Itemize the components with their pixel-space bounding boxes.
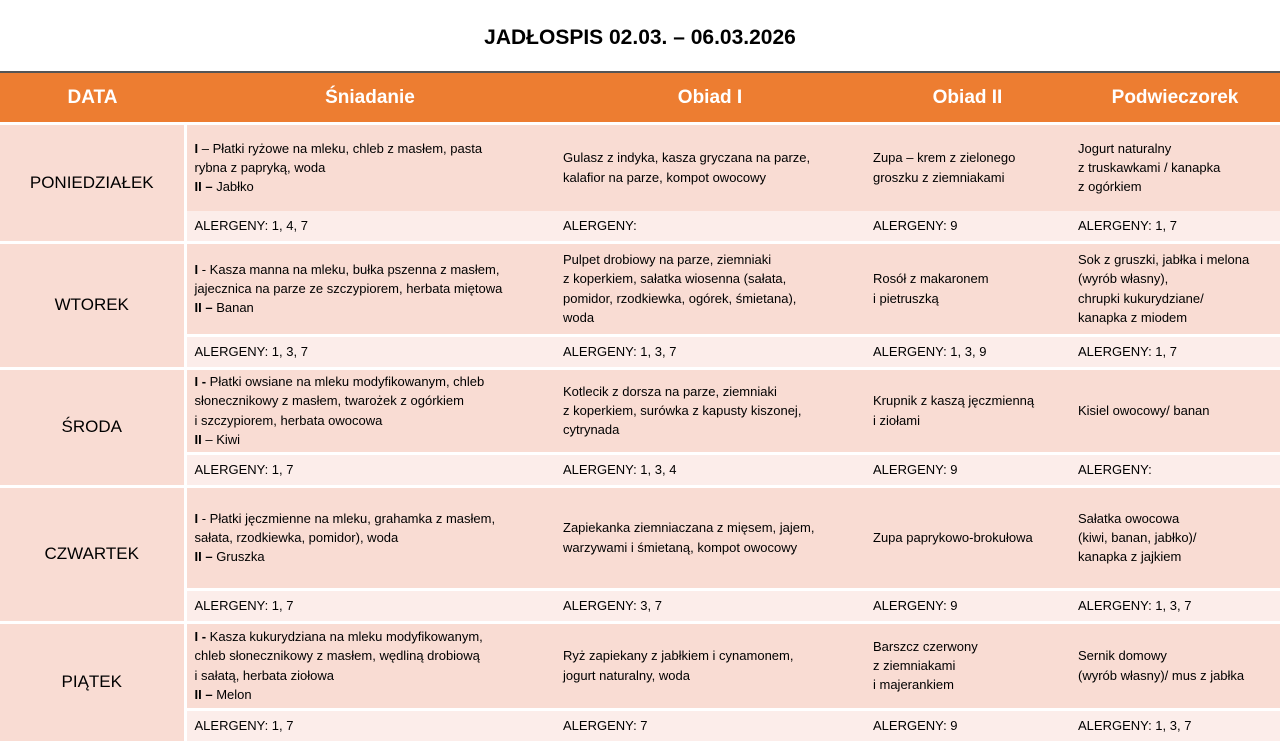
meal-row bbox=[0, 124, 1280, 211]
lunch-1-line: jogurt naturalny, woda bbox=[563, 667, 690, 683]
allergens-lunch2: ALERGENY: 9 bbox=[865, 709, 1070, 741]
allergens-snack: ALERGENY: 1, 7 bbox=[1070, 211, 1280, 243]
course-number: II – bbox=[194, 549, 213, 565]
snack-line: (wyrób własny)/ mus z jabłka bbox=[1078, 667, 1245, 683]
breakfast-line bbox=[195, 547, 548, 566]
snack-cell bbox=[1070, 486, 1280, 589]
allergen-row bbox=[0, 453, 1280, 486]
snack-line: Sernik domowy bbox=[1078, 648, 1167, 664]
snack-line: Jogurt naturalny bbox=[1078, 140, 1172, 156]
lunch-1-line: cytrynada bbox=[563, 422, 620, 438]
lunch-2-cell bbox=[865, 368, 1070, 453]
snack-line: (kiwi, banan, jabłko)/ bbox=[1078, 529, 1197, 545]
snack-line: kanapka z miodem bbox=[1078, 309, 1188, 325]
page-title: JADŁOSPIS 02.03. – 06.03.2026 bbox=[484, 26, 796, 49]
breakfast-line bbox=[195, 666, 548, 685]
meal-row bbox=[0, 622, 1280, 709]
lunch-2-line: z ziemniakami bbox=[873, 657, 956, 673]
course-number: I bbox=[194, 261, 199, 277]
allergens-lunch2: ALERGENY: 9 bbox=[865, 211, 1070, 243]
breakfast-cell bbox=[185, 622, 555, 709]
snack-line: z ogórkiem bbox=[1078, 179, 1142, 195]
course-number: I bbox=[194, 510, 199, 526]
breakfast-text: – Kiwi bbox=[201, 431, 241, 447]
breakfast-text: - Kasza manna na mleku, bułka pszenna z masłem, bbox=[198, 261, 500, 277]
allergens-snack: ALERGENY: 1, 3, 7 bbox=[1070, 589, 1280, 622]
breakfast-text: Melon bbox=[212, 686, 252, 702]
allergen-row bbox=[0, 211, 1280, 243]
course-number: II bbox=[194, 431, 202, 447]
lunch-2-line: Barszcz czerwony bbox=[873, 638, 978, 654]
lunch-1-line: Ryż zapiekany z jabłkiem i cynamonem, bbox=[563, 648, 794, 664]
header-data: DATA bbox=[0, 72, 185, 124]
lunch-1-line: z koperkiem, sałatka wiosenna (sałata, bbox=[563, 271, 787, 287]
snack-cell bbox=[1070, 622, 1280, 709]
day-name: PIĄTEK bbox=[0, 622, 185, 741]
allergens-breakfast: ALERGENY: 1, 3, 7 bbox=[185, 335, 555, 368]
breakfast-line bbox=[195, 509, 548, 528]
header-row bbox=[0, 72, 1280, 124]
breakfast-cell bbox=[185, 368, 555, 453]
allergens-lunch1: ALERGENY: 7 bbox=[555, 709, 865, 741]
header-lunch-1: Obiad I bbox=[555, 72, 865, 124]
allergens-lunch1: ALERGENY: 1, 3, 4 bbox=[555, 453, 865, 486]
allergens-snack: ALERGENY: bbox=[1070, 453, 1280, 486]
breakfast-text: i szczypiorem, herbata owocowa bbox=[194, 412, 383, 428]
allergens-snack: ALERGENY: 1, 7 bbox=[1070, 335, 1280, 368]
allergen-row bbox=[0, 589, 1280, 622]
breakfast-line bbox=[195, 177, 548, 196]
allergens-lunch2: ALERGENY: 9 bbox=[865, 453, 1070, 486]
lunch-2-line: i ziołami bbox=[873, 412, 920, 428]
lunch-2-cell bbox=[865, 622, 1070, 709]
breakfast-text: Gruszka bbox=[212, 549, 265, 565]
day-name: WTOREK bbox=[0, 242, 185, 368]
lunch-1-cell bbox=[555, 242, 865, 335]
breakfast-line bbox=[195, 298, 548, 317]
lunch-1-line: kalafior na parze, kompot owocowy bbox=[563, 169, 767, 185]
lunch-2-line: Krupnik z kaszą jęczmienną bbox=[873, 393, 1035, 409]
breakfast-cell bbox=[185, 486, 555, 589]
snack-cell bbox=[1070, 124, 1280, 211]
course-number: I - bbox=[194, 628, 207, 644]
breakfast-cell bbox=[185, 124, 555, 211]
allergens-lunch2: ALERGENY: 1, 3, 9 bbox=[865, 335, 1070, 368]
allergens-lunch1: ALERGENY: bbox=[555, 211, 865, 243]
breakfast-line bbox=[195, 139, 548, 158]
lunch-1-line: Kotlecik z dorsza na parze, ziemniaki bbox=[563, 383, 777, 399]
breakfast-text: i sałatą, herbata ziołowa bbox=[194, 667, 334, 683]
snack-line: chrupki kukurydziane/ bbox=[1078, 290, 1204, 306]
snack-line: z truskawkami / kanapka bbox=[1078, 160, 1221, 176]
day-name: ŚRODA bbox=[0, 368, 185, 486]
lunch-2-line: Zupa paprykowo-brokułowa bbox=[873, 529, 1033, 545]
lunch-2-line: Zupa – krem z zielonego bbox=[873, 150, 1016, 166]
lunch-2-cell bbox=[865, 242, 1070, 335]
breakfast-text: – Płatki ryżowe na mleku, chleb z masłem, pasta bbox=[198, 140, 483, 156]
lunch-2-line: i majerankiem bbox=[873, 677, 954, 693]
snack-cell bbox=[1070, 368, 1280, 453]
day-name: CZWARTEK bbox=[0, 486, 185, 622]
snack-line: kanapka z jajkiem bbox=[1078, 549, 1182, 565]
lunch-2-line: Rosół z makaronem bbox=[873, 271, 989, 287]
lunch-1-line: Pulpet drobiowy na parze, ziemniaki bbox=[563, 251, 772, 267]
allergen-row bbox=[0, 335, 1280, 368]
breakfast-cell bbox=[185, 242, 555, 335]
breakfast-line bbox=[195, 411, 548, 430]
breakfast-text: chleb słonecznikowy z masłem, wędliną drobiową bbox=[194, 648, 480, 664]
menu-body bbox=[0, 124, 1280, 741]
allergens-breakfast: ALERGENY: 1, 7 bbox=[185, 709, 555, 741]
allergens-breakfast: ALERGENY: 1, 7 bbox=[185, 453, 555, 486]
meal-row bbox=[0, 242, 1280, 335]
lunch-2-line: i pietruszką bbox=[873, 290, 939, 306]
breakfast-text: Jabłko bbox=[212, 179, 254, 195]
course-number: II – bbox=[194, 179, 213, 195]
breakfast-line bbox=[195, 685, 548, 704]
snack-line: (wyrób własny), bbox=[1078, 271, 1169, 287]
meal-row bbox=[0, 368, 1280, 453]
breakfast-line bbox=[195, 627, 548, 646]
lunch-1-line: pomidor, rzodkiewka, ogórek, śmietana), bbox=[563, 290, 797, 306]
header-snack: Podwieczorek bbox=[1070, 72, 1280, 124]
breakfast-text: słonecznikowy z masłem, twarożek z ogórkiem bbox=[194, 393, 464, 409]
lunch-1-line: woda bbox=[563, 309, 595, 325]
breakfast-line bbox=[195, 158, 548, 177]
lunch-1-line: Gulasz z indyka, kasza gryczana na parze, bbox=[563, 150, 811, 166]
lunch-2-cell bbox=[865, 124, 1070, 211]
lunch-2-line: groszku z ziemniakami bbox=[873, 169, 1005, 185]
day-name: PONIEDZIAŁEK bbox=[0, 124, 185, 243]
allergen-row bbox=[0, 709, 1280, 741]
course-number: I - bbox=[194, 373, 207, 389]
lunch-1-line: warzywami i śmietaną, kompot owocowy bbox=[563, 539, 798, 555]
breakfast-text: Banan bbox=[212, 300, 254, 316]
breakfast-line bbox=[195, 646, 548, 665]
snack-cell bbox=[1070, 242, 1280, 335]
snack-line: Sok z gruszki, jabłka i melona bbox=[1078, 251, 1250, 267]
allergens-lunch2: ALERGENY: 9 bbox=[865, 589, 1070, 622]
lunch-1-cell bbox=[555, 622, 865, 709]
breakfast-text: rybna z papryką, woda bbox=[194, 160, 326, 176]
breakfast-line bbox=[195, 430, 548, 449]
lunch-1-line: Zapiekanka ziemniaczana z mięsem, jajem, bbox=[563, 520, 815, 536]
course-number: II – bbox=[194, 686, 213, 702]
allergens-lunch1: ALERGENY: 3, 7 bbox=[555, 589, 865, 622]
breakfast-line bbox=[195, 528, 548, 547]
breakfast-text: Płatki owsiane na mleku modyfikowanym, chleb bbox=[206, 373, 485, 389]
allergens-snack: ALERGENY: 1, 3, 7 bbox=[1070, 709, 1280, 741]
breakfast-line bbox=[195, 372, 548, 391]
breakfast-text: - Płatki jęczmienne na mleku, grahamka z masłem, bbox=[198, 510, 496, 526]
snack-line: Sałatka owocowa bbox=[1078, 510, 1180, 526]
breakfast-text: sałata, rzodkiewka, pomidor), woda bbox=[194, 529, 399, 545]
breakfast-text: Kasza kukurydziana na mleku modyfikowanym, bbox=[206, 628, 483, 644]
lunch-1-cell bbox=[555, 368, 865, 453]
snack-line: Kisiel owocowy/ banan bbox=[1078, 402, 1210, 418]
menu-table bbox=[0, 71, 1280, 741]
header-breakfast: Śniadanie bbox=[185, 72, 555, 124]
breakfast-line bbox=[195, 260, 548, 279]
meal-row bbox=[0, 486, 1280, 589]
lunch-1-line: z koperkiem, surówka z kapusty kiszonej, bbox=[563, 402, 802, 418]
allergens-breakfast: ALERGENY: 1, 4, 7 bbox=[185, 211, 555, 243]
lunch-2-cell bbox=[865, 486, 1070, 589]
breakfast-text: jajecznica na parze ze szczypiorem, herbata miętowa bbox=[194, 280, 503, 296]
breakfast-line bbox=[195, 391, 548, 410]
breakfast-line bbox=[195, 279, 548, 298]
allergens-breakfast: ALERGENY: 1, 7 bbox=[185, 589, 555, 622]
course-number: I bbox=[194, 140, 199, 156]
allergens-lunch1: ALERGENY: 1, 3, 7 bbox=[555, 335, 865, 368]
header-lunch-2: Obiad II bbox=[865, 72, 1070, 124]
lunch-1-cell bbox=[555, 486, 865, 589]
course-number: II – bbox=[194, 300, 213, 316]
lunch-1-cell bbox=[555, 124, 865, 211]
